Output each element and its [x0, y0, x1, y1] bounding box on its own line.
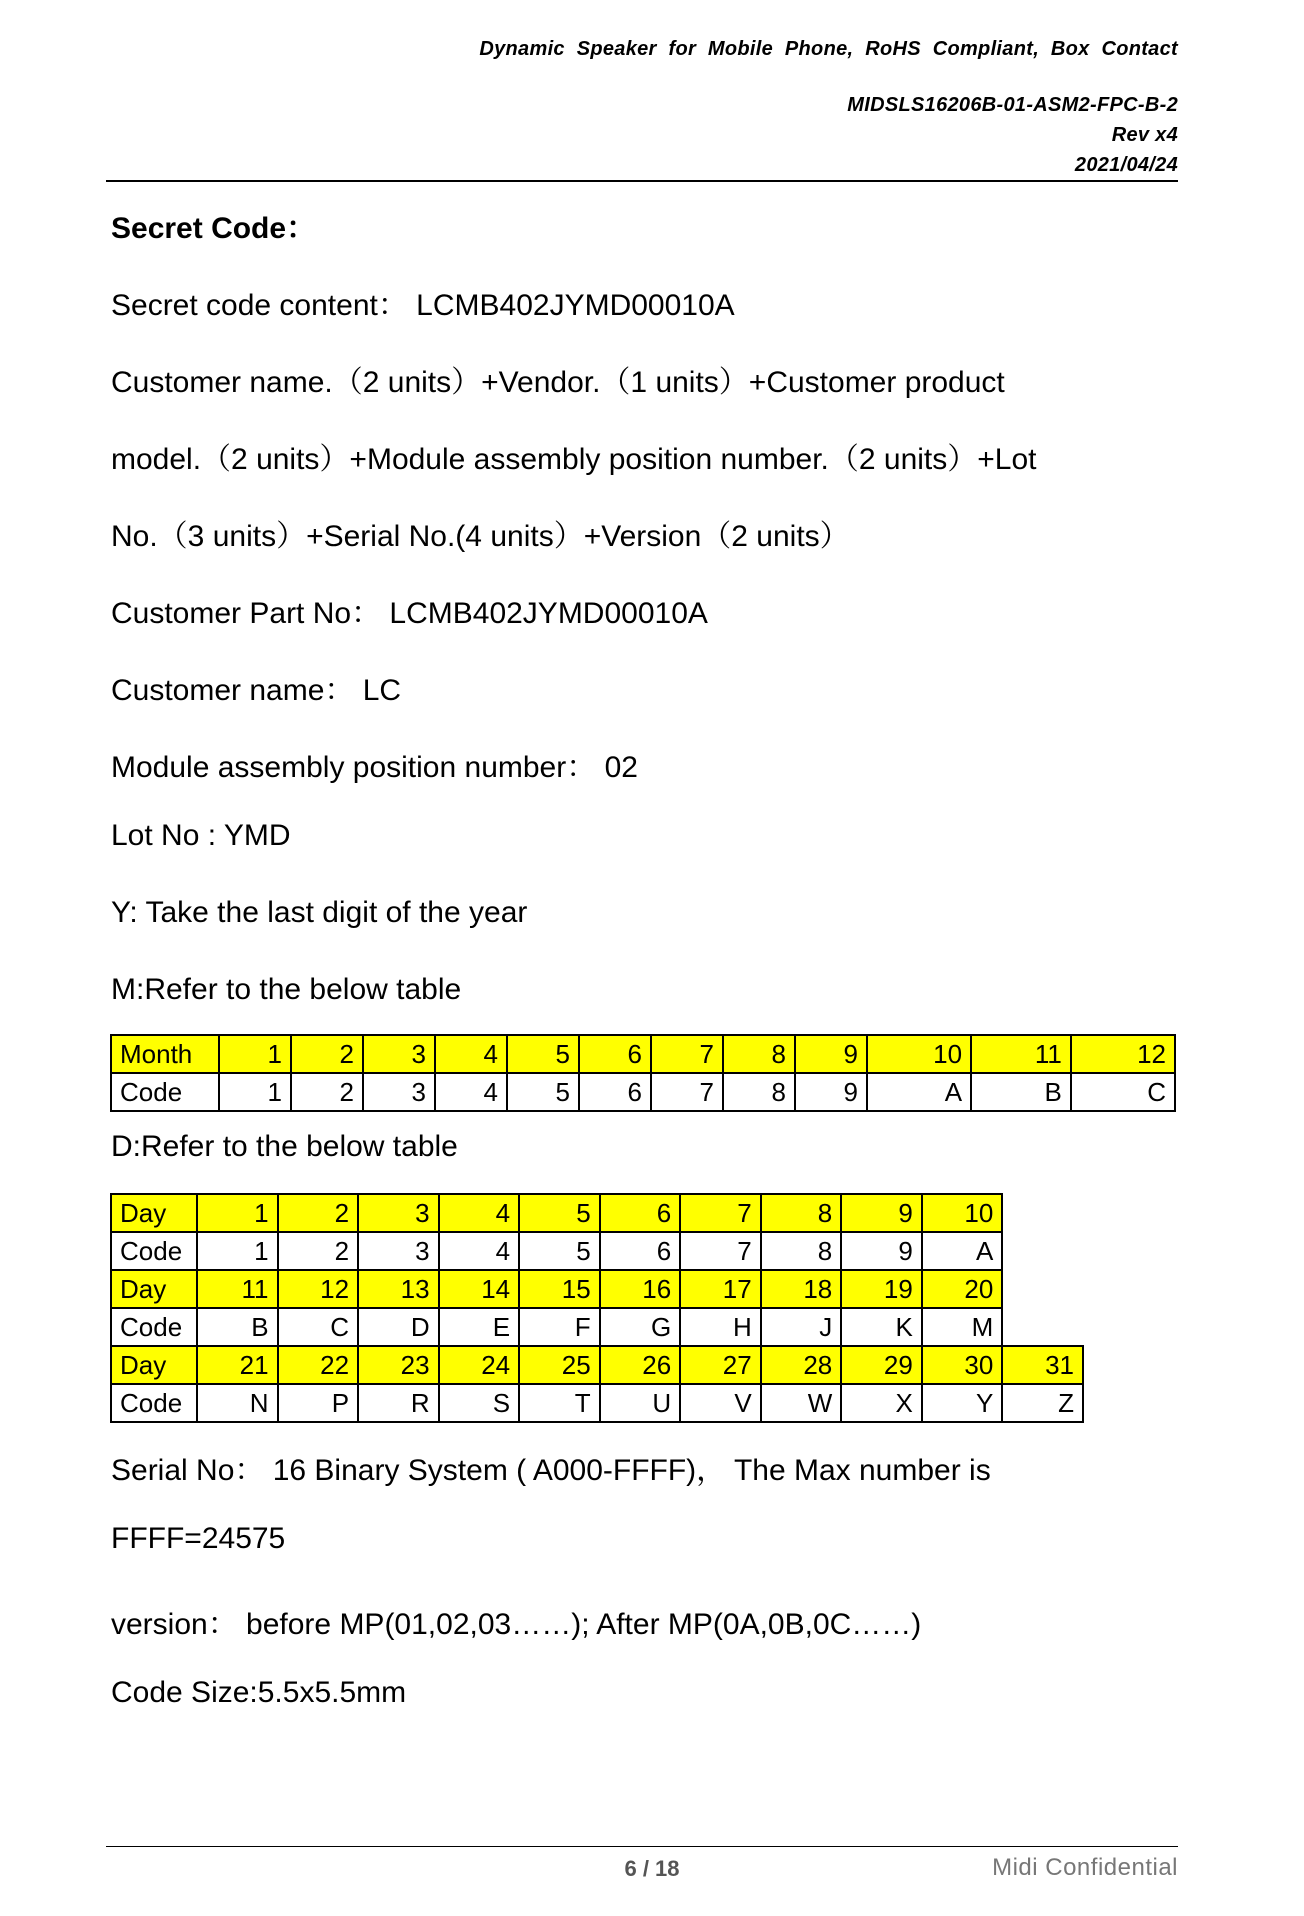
- module-position: Module assembly position number： 02: [111, 751, 638, 784]
- empty-cell: [1002, 1270, 1083, 1308]
- day-cell: 20: [922, 1270, 1003, 1308]
- day-cell: 15: [519, 1270, 600, 1308]
- day-cell: 8: [761, 1194, 842, 1232]
- month-code-row: [111, 1073, 1175, 1111]
- month-cell: 6: [579, 1035, 651, 1073]
- day-code-cell: G: [600, 1308, 681, 1346]
- month-cell: 4: [435, 1035, 507, 1073]
- day-cell: 18: [761, 1270, 842, 1308]
- day-code-cell: C: [278, 1308, 359, 1346]
- day-code-cell: B: [197, 1308, 278, 1346]
- footer-divider: [106, 1846, 1178, 1847]
- month-code-cell: A: [867, 1073, 971, 1111]
- month-code-cell: 4: [435, 1073, 507, 1111]
- page-number: 6 / 18: [624, 1856, 680, 1881]
- day-code-cell: N: [197, 1384, 278, 1422]
- customer-name: Customer name： LC: [111, 674, 402, 707]
- month-code-cell: 7: [651, 1073, 723, 1111]
- month-code-cell: C: [1071, 1073, 1175, 1111]
- day-label: Day: [111, 1346, 197, 1384]
- day-code-cell: Z: [1002, 1384, 1083, 1422]
- day-cell: 21: [197, 1346, 278, 1384]
- day-cell: 28: [761, 1346, 842, 1384]
- serial-no-line-2: FFFF=24575: [111, 1522, 286, 1555]
- year-rule: Y: Take the last digit of the year: [111, 896, 528, 929]
- month-cell: 3: [363, 1035, 435, 1073]
- day-cell: 23: [358, 1346, 439, 1384]
- day-cell: 31: [1002, 1346, 1083, 1384]
- empty-cell: [1002, 1194, 1083, 1232]
- day-cell: 4: [439, 1194, 520, 1232]
- day-cell: 24: [439, 1346, 520, 1384]
- empty-cell: [1002, 1308, 1083, 1346]
- day-cell: 3: [358, 1194, 439, 1232]
- description-line-1: Customer name.（2 units）+Vendor.（1 units）+Customer product: [111, 366, 1005, 399]
- day-row: [111, 1194, 1083, 1232]
- header-revision: Rev x4: [1111, 124, 1178, 146]
- day-cell: 16: [600, 1270, 681, 1308]
- day-cell: 2: [278, 1194, 359, 1232]
- code-label: Code: [111, 1073, 219, 1111]
- month-label: Month: [111, 1035, 219, 1073]
- day-code-row: [111, 1232, 1083, 1270]
- serial-no-line-1: Serial No： 16 Binary System ( A000-FFFF)， The Max number is: [111, 1454, 991, 1487]
- day-rule: D:Refer to the below table: [111, 1130, 458, 1163]
- day-code-cell: P: [278, 1384, 359, 1422]
- day-code-cell: W: [761, 1384, 842, 1422]
- day-code-cell: U: [600, 1384, 681, 1422]
- header-divider: [106, 180, 1178, 182]
- day-code-cell: 6: [600, 1232, 681, 1270]
- day-code-cell: 1: [197, 1232, 278, 1270]
- description-line-2: model.（2 units）+Module assembly position number.（2 units）+Lot: [111, 443, 1037, 476]
- day-code-cell: 8: [761, 1232, 842, 1270]
- day-cell: 29: [841, 1346, 922, 1384]
- customer-part-no: Customer Part No： LCMB402JYMD00010A: [111, 597, 708, 630]
- section-title: Secret Code：: [111, 212, 317, 245]
- day-code-cell: X: [841, 1384, 922, 1422]
- day-cell: 14: [439, 1270, 520, 1308]
- day-cell: 27: [680, 1346, 761, 1384]
- day-cell: 12: [278, 1270, 359, 1308]
- code-size: Code Size:5.5x5.5mm: [111, 1676, 407, 1709]
- day-code-cell: T: [519, 1384, 600, 1422]
- day-cell: 19: [841, 1270, 922, 1308]
- day-cell: 1: [197, 1194, 278, 1232]
- month-row: [111, 1035, 1175, 1073]
- secret-code-content: Secret code content： LCMB402JYMD00010A: [111, 289, 735, 322]
- day-code-cell: R: [358, 1384, 439, 1422]
- day-cell: 9: [841, 1194, 922, 1232]
- header-doc-number: MIDSLS16206B-01-ASM2-FPC-B-2: [847, 94, 1178, 116]
- month-code-cell: 3: [363, 1073, 435, 1111]
- header-date: 2021/04/24: [1074, 154, 1178, 176]
- day-code-row: [111, 1308, 1083, 1346]
- lot-no: Lot No : YMD: [111, 819, 291, 852]
- day-row: [111, 1346, 1083, 1384]
- day-label: Day: [111, 1270, 197, 1308]
- month-code-cell: 6: [579, 1073, 651, 1111]
- month-cell: 12: [1071, 1035, 1175, 1073]
- day-code-table: [110, 1193, 1084, 1423]
- month-code-cell: 2: [291, 1073, 363, 1111]
- month-code-cell: 8: [723, 1073, 795, 1111]
- month-rule: M:Refer to the below table: [111, 973, 462, 1006]
- month-cell: 8: [723, 1035, 795, 1073]
- month-cell: 2: [291, 1035, 363, 1073]
- confidential-label: Midi Confidential: [992, 1854, 1178, 1881]
- day-code-cell: A: [922, 1232, 1003, 1270]
- day-code-cell: F: [519, 1308, 600, 1346]
- month-code-cell: B: [971, 1073, 1071, 1111]
- day-code-cell: 4: [439, 1232, 520, 1270]
- day-code-row: [111, 1384, 1083, 1422]
- day-code-cell: Y: [922, 1384, 1003, 1422]
- code-label: Code: [111, 1384, 197, 1422]
- version-rule: version： before MP(01,02,03……); After MP(0A,0B,0C……): [111, 1608, 922, 1641]
- day-cell: 25: [519, 1346, 600, 1384]
- day-row: [111, 1270, 1083, 1308]
- day-code-cell: 7: [680, 1232, 761, 1270]
- day-code-cell: V: [680, 1384, 761, 1422]
- month-code-table: [110, 1034, 1176, 1112]
- month-cell: 1: [219, 1035, 291, 1073]
- day-cell: 22: [278, 1346, 359, 1384]
- day-cell: 26: [600, 1346, 681, 1384]
- day-cell: 11: [197, 1270, 278, 1308]
- day-code-cell: 5: [519, 1232, 600, 1270]
- day-cell: 13: [358, 1270, 439, 1308]
- day-code-cell: D: [358, 1308, 439, 1346]
- code-label: Code: [111, 1308, 197, 1346]
- month-cell: 10: [867, 1035, 971, 1073]
- day-code-cell: 9: [841, 1232, 922, 1270]
- day-cell: 5: [519, 1194, 600, 1232]
- header-title: Dynamic Speaker for Mobile Phone, RoHS Compliant, Box Contact: [479, 38, 1178, 60]
- day-cell: 17: [680, 1270, 761, 1308]
- day-code-cell: E: [439, 1308, 520, 1346]
- day-code-cell: 3: [358, 1232, 439, 1270]
- day-code-cell: S: [439, 1384, 520, 1422]
- day-cell: 30: [922, 1346, 1003, 1384]
- day-code-cell: M: [922, 1308, 1003, 1346]
- month-code-cell: 1: [219, 1073, 291, 1111]
- day-code-cell: H: [680, 1308, 761, 1346]
- month-cell: 7: [651, 1035, 723, 1073]
- description-line-3: No.（3 units）+Serial No.(4 units）+Version（2 units）: [111, 520, 850, 553]
- day-code-cell: 2: [278, 1232, 359, 1270]
- day-label: Day: [111, 1194, 197, 1232]
- day-code-cell: K: [841, 1308, 922, 1346]
- day-code-cell: J: [761, 1308, 842, 1346]
- month-code-cell: 5: [507, 1073, 579, 1111]
- code-label: Code: [111, 1232, 197, 1270]
- empty-cell: [1002, 1232, 1083, 1270]
- month-cell: 9: [795, 1035, 867, 1073]
- month-cell: 11: [971, 1035, 1071, 1073]
- day-cell: 10: [922, 1194, 1003, 1232]
- day-cell: 7: [680, 1194, 761, 1232]
- day-cell: 6: [600, 1194, 681, 1232]
- month-cell: 5: [507, 1035, 579, 1073]
- month-code-cell: 9: [795, 1073, 867, 1111]
